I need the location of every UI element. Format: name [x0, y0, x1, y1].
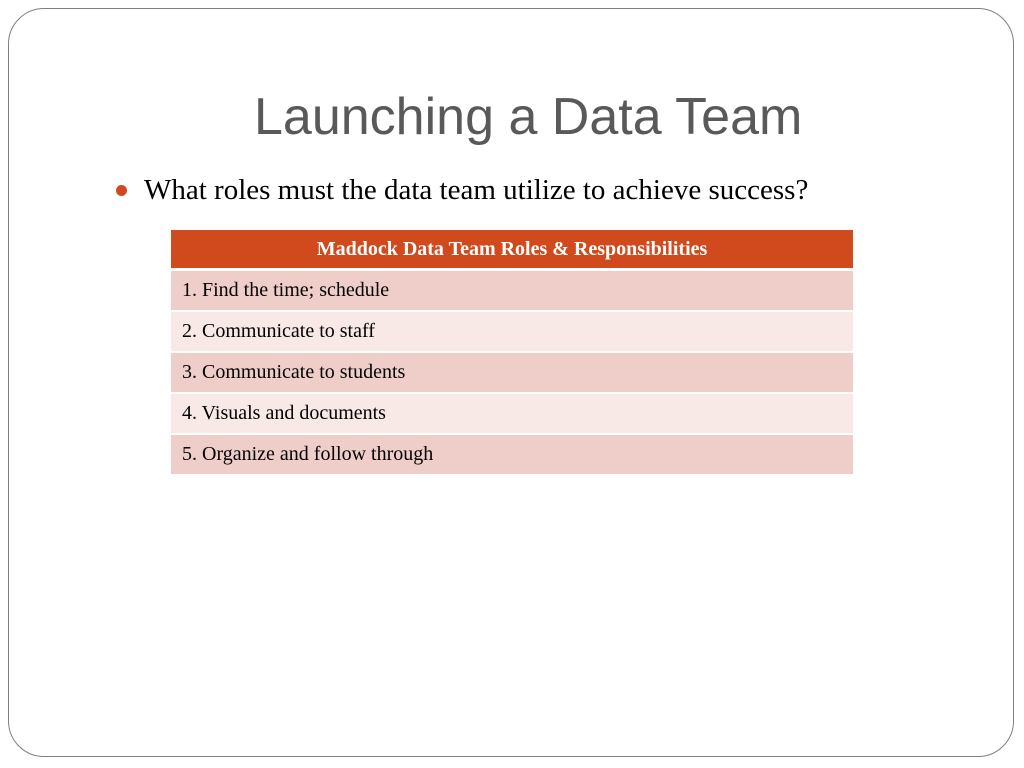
table-row	[171, 270, 853, 312]
table-cell: 2. Communicate to staff	[171, 311, 853, 352]
bullet-dot-icon	[116, 185, 127, 196]
table-header-row	[171, 230, 853, 270]
table-cell: 5. Organize and follow through	[171, 434, 853, 475]
roles-table	[171, 230, 853, 476]
table-row	[171, 434, 853, 475]
bullet-text: What roles must the data team utilize to achieve success?	[144, 173, 809, 206]
table-header: Maddock Data Team Roles & Responsibilities	[171, 230, 853, 270]
slide-title: Launching a Data Team	[254, 88, 803, 146]
table-row	[171, 352, 853, 393]
table-row	[171, 393, 853, 434]
bullet-item	[116, 170, 808, 210]
table-cell: 3. Communicate to students	[171, 352, 853, 393]
table-cell: 4. Visuals and documents	[171, 393, 853, 434]
table-cell: 1. Find the time; schedule	[171, 270, 853, 312]
table-row	[171, 311, 853, 352]
